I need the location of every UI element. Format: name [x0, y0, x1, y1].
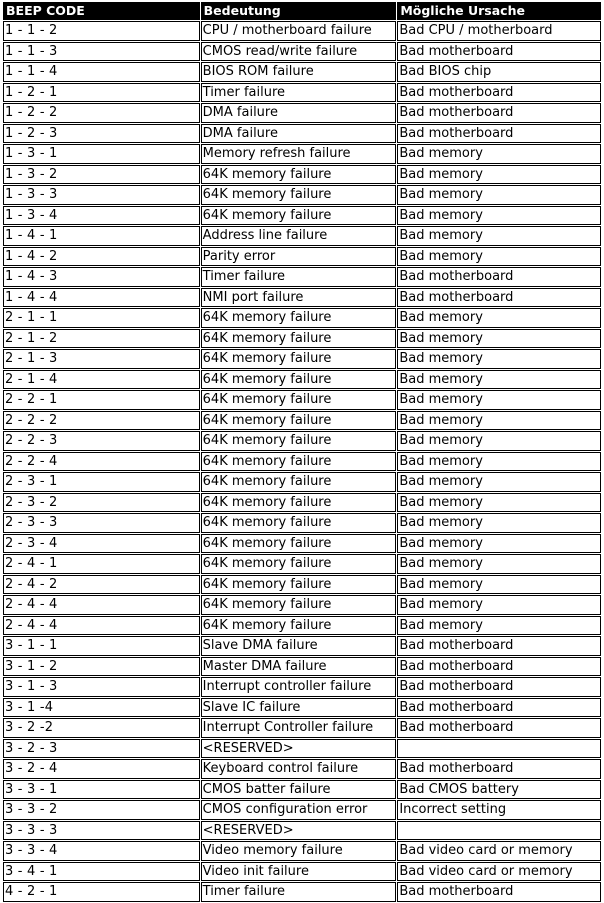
beep-code-cell: 3 - 2 - 4 — [3, 759, 200, 779]
bedeutung-cell: Interrupt Controller failure — [201, 718, 397, 738]
bedeutung-cell: Interrupt controller failure — [201, 677, 397, 697]
ursache-cell: Bad motherboard — [397, 636, 601, 656]
ursache-cell: Bad BIOS chip — [397, 62, 601, 82]
table-row — [3, 42, 601, 62]
table-row — [3, 165, 601, 185]
header-bedeutung: Bedeutung — [201, 2, 397, 20]
ursache-cell: Bad CPU / motherboard — [397, 21, 601, 41]
ursache-cell: Bad memory — [397, 472, 601, 492]
table-row — [3, 780, 601, 800]
ursache-cell: Bad motherboard — [397, 882, 601, 902]
bedeutung-cell: Timer failure — [201, 882, 397, 902]
table-row — [3, 185, 601, 205]
beep-code-cell: 2 - 3 - 2 — [3, 493, 200, 513]
bedeutung-cell: CMOS batter failure — [201, 780, 397, 800]
bedeutung-cell: Memory refresh failure — [201, 144, 397, 164]
beep-code-cell: 2 - 1 - 1 — [3, 308, 200, 328]
ursache-cell: Bad memory — [397, 370, 601, 390]
beep-code-cell: 3 - 4 - 1 — [3, 862, 200, 882]
table-row — [3, 267, 601, 287]
table-row — [3, 534, 601, 554]
ursache-cell: Bad memory — [397, 534, 601, 554]
bedeutung-cell: Keyboard control failure — [201, 759, 397, 779]
beep-code-cell: 1 - 4 - 1 — [3, 226, 200, 246]
table-row — [3, 677, 601, 697]
table-row — [3, 575, 601, 595]
bedeutung-cell: Video init failure — [201, 862, 397, 882]
bedeutung-cell: <RESERVED> — [201, 821, 397, 841]
beep-code-cell: 1 - 4 - 4 — [3, 288, 200, 308]
ursache-cell: Bad motherboard — [397, 718, 601, 738]
table-row — [3, 636, 601, 656]
beep-code-cell: 1 - 1 - 4 — [3, 62, 200, 82]
ursache-cell: Bad memory — [397, 349, 601, 369]
table-row — [3, 226, 601, 246]
beep-code-cell: 3 - 2 - 3 — [3, 739, 200, 759]
beep-code-cell: 3 - 1 - 1 — [3, 636, 200, 656]
beep-code-cell: 1 - 1 - 3 — [3, 42, 200, 62]
bedeutung-cell: CMOS read/write failure — [201, 42, 397, 62]
table-header — [3, 2, 601, 20]
ursache-cell: Bad memory — [397, 452, 601, 472]
table-row — [3, 513, 601, 533]
table-row — [3, 370, 601, 390]
beep-code-cell: 2 - 4 - 4 — [3, 595, 200, 615]
bedeutung-cell: 64K memory failure — [201, 575, 397, 595]
beep-code-cell: 3 - 3 - 3 — [3, 821, 200, 841]
bedeutung-cell: Address line failure — [201, 226, 397, 246]
header-moegliche-ursache: Mögliche Ursache — [397, 2, 601, 20]
beep-code-cell: 3 - 3 - 2 — [3, 800, 200, 820]
table-body — [3, 21, 601, 902]
beep-code-cell: 3 - 3 - 1 — [3, 780, 200, 800]
beep-code-cell: 1 - 3 - 2 — [3, 165, 200, 185]
beep-code-cell: 1 - 3 - 4 — [3, 206, 200, 226]
table-row — [3, 472, 601, 492]
ursache-cell: Bad motherboard — [397, 83, 601, 103]
ursache-cell: Bad memory — [397, 513, 601, 533]
bedeutung-cell: 64K memory failure — [201, 349, 397, 369]
ursache-cell: Bad motherboard — [397, 759, 601, 779]
beep-code-cell: 1 - 3 - 1 — [3, 144, 200, 164]
beep-code-cell: 4 - 2 - 1 — [3, 882, 200, 902]
table-row — [3, 698, 601, 718]
bedeutung-cell: 64K memory failure — [201, 411, 397, 431]
table-row — [3, 616, 601, 636]
ursache-cell: Bad motherboard — [397, 267, 601, 287]
table-row — [3, 62, 601, 82]
bedeutung-cell: DMA failure — [201, 103, 397, 123]
bedeutung-cell: NMI port failure — [201, 288, 397, 308]
ursache-cell: Bad memory — [397, 616, 601, 636]
ursache-cell — [397, 821, 601, 841]
beep-code-cell: 2 - 3 - 1 — [3, 472, 200, 492]
bedeutung-cell: <RESERVED> — [201, 739, 397, 759]
beep-code-cell: 3 - 2 -2 — [3, 718, 200, 738]
table-row — [3, 247, 601, 267]
bedeutung-cell: 64K memory failure — [201, 206, 397, 226]
ursache-cell: Bad memory — [397, 247, 601, 267]
table-row — [3, 308, 601, 328]
bedeutung-cell: Video memory failure — [201, 841, 397, 861]
bedeutung-cell: 64K memory failure — [201, 554, 397, 574]
ursache-cell: Bad CMOS battery — [397, 780, 601, 800]
beep-code-cell: 1 - 2 - 1 — [3, 83, 200, 103]
ursache-cell: Bad motherboard — [397, 657, 601, 677]
bedeutung-cell: 64K memory failure — [201, 370, 397, 390]
beep-code-cell: 2 - 2 - 3 — [3, 431, 200, 451]
table-row — [3, 554, 601, 574]
beep-code-cell: 2 - 2 - 4 — [3, 452, 200, 472]
table-row — [3, 800, 601, 820]
table-row — [3, 349, 601, 369]
ursache-cell: Bad memory — [397, 390, 601, 410]
bedeutung-cell: 64K memory failure — [201, 616, 397, 636]
ursache-cell: Bad memory — [397, 185, 601, 205]
table-row — [3, 206, 601, 226]
table-row — [3, 657, 601, 677]
header-beep-code: BEEP CODE — [3, 2, 200, 20]
ursache-cell: Bad memory — [397, 411, 601, 431]
bedeutung-cell: BIOS ROM failure — [201, 62, 397, 82]
beep-code-cell: 1 - 4 - 2 — [3, 247, 200, 267]
bedeutung-cell: 64K memory failure — [201, 165, 397, 185]
beep-code-cell: 1 - 4 - 3 — [3, 267, 200, 287]
ursache-cell: Bad memory — [397, 226, 601, 246]
ursache-cell: Bad motherboard — [397, 677, 601, 697]
ursache-cell: Bad motherboard — [397, 124, 601, 144]
table-row — [3, 759, 601, 779]
ursache-cell: Bad memory — [397, 308, 601, 328]
table-row — [3, 493, 601, 513]
bedeutung-cell: 64K memory failure — [201, 472, 397, 492]
table-row — [3, 124, 601, 144]
ursache-cell: Bad memory — [397, 554, 601, 574]
table-row — [3, 329, 601, 349]
bedeutung-cell: 64K memory failure — [201, 534, 397, 554]
ursache-cell: Incorrect setting — [397, 800, 601, 820]
ursache-cell: Bad memory — [397, 165, 601, 185]
bedeutung-cell: 64K memory failure — [201, 493, 397, 513]
table-row — [3, 882, 601, 902]
beep-code-cell: 2 - 2 - 2 — [3, 411, 200, 431]
bedeutung-cell: Timer failure — [201, 83, 397, 103]
beep-code-table — [2, 1, 602, 903]
bedeutung-cell: 64K memory failure — [201, 185, 397, 205]
beep-code-cell: 3 - 1 -4 — [3, 698, 200, 718]
bedeutung-cell: 64K memory failure — [201, 431, 397, 451]
beep-code-cell: 3 - 1 - 3 — [3, 677, 200, 697]
bedeutung-cell: Slave IC failure — [201, 698, 397, 718]
beep-code-cell: 2 - 3 - 4 — [3, 534, 200, 554]
bedeutung-cell: 64K memory failure — [201, 513, 397, 533]
beep-code-cell: 3 - 3 - 4 — [3, 841, 200, 861]
beep-code-cell: 1 - 2 - 2 — [3, 103, 200, 123]
beep-code-cell: 2 - 4 - 1 — [3, 554, 200, 574]
ursache-cell — [397, 739, 601, 759]
ursache-cell: Bad video card or memory — [397, 862, 601, 882]
table-row — [3, 431, 601, 451]
bedeutung-cell: 64K memory failure — [201, 308, 397, 328]
table-row — [3, 862, 601, 882]
bedeutung-cell: 64K memory failure — [201, 452, 397, 472]
ursache-cell: Bad memory — [397, 595, 601, 615]
bedeutung-cell: 64K memory failure — [201, 595, 397, 615]
bedeutung-cell: Master DMA failure — [201, 657, 397, 677]
table-row — [3, 595, 601, 615]
bedeutung-cell: Parity error — [201, 247, 397, 267]
table-row — [3, 411, 601, 431]
bedeutung-cell: DMA failure — [201, 124, 397, 144]
ursache-cell: Bad motherboard — [397, 698, 601, 718]
beep-code-cell: 2 - 2 - 1 — [3, 390, 200, 410]
table-row — [3, 841, 601, 861]
bedeutung-cell: Slave DMA failure — [201, 636, 397, 656]
beep-code-cell: 1 - 3 - 3 — [3, 185, 200, 205]
beep-code-cell: 2 - 4 - 2 — [3, 575, 200, 595]
table-row — [3, 390, 601, 410]
bedeutung-cell: CMOS configuration error — [201, 800, 397, 820]
beep-code-cell: 2 - 1 - 3 — [3, 349, 200, 369]
ursache-cell: Bad motherboard — [397, 103, 601, 123]
table-row — [3, 288, 601, 308]
ursache-cell: Bad video card or memory — [397, 841, 601, 861]
beep-code-cell: 3 - 1 - 2 — [3, 657, 200, 677]
table-row — [3, 144, 601, 164]
table-row — [3, 21, 601, 41]
bedeutung-cell: CPU / motherboard failure — [201, 21, 397, 41]
beep-code-cell: 1 - 2 - 3 — [3, 124, 200, 144]
ursache-cell: Bad motherboard — [397, 42, 601, 62]
table-row — [3, 103, 601, 123]
bedeutung-cell: 64K memory failure — [201, 329, 397, 349]
table-row — [3, 83, 601, 103]
ursache-cell: Bad memory — [397, 431, 601, 451]
beep-code-cell: 2 - 1 - 2 — [3, 329, 200, 349]
table-row — [3, 821, 601, 841]
beep-code-cell: 1 - 1 - 2 — [3, 21, 200, 41]
bedeutung-cell: Timer failure — [201, 267, 397, 287]
ursache-cell: Bad motherboard — [397, 288, 601, 308]
beep-code-cell: 2 - 4 - 4 — [3, 616, 200, 636]
ursache-cell: Bad memory — [397, 493, 601, 513]
beep-code-cell: 2 - 1 - 4 — [3, 370, 200, 390]
table-row — [3, 452, 601, 472]
ursache-cell: Bad memory — [397, 329, 601, 349]
ursache-cell: Bad memory — [397, 144, 601, 164]
table-row — [3, 718, 601, 738]
beep-code-cell: 2 - 3 - 3 — [3, 513, 200, 533]
header-row — [3, 2, 601, 20]
ursache-cell: Bad memory — [397, 206, 601, 226]
table-row — [3, 739, 601, 759]
bedeutung-cell: 64K memory failure — [201, 390, 397, 410]
ursache-cell: Bad memory — [397, 575, 601, 595]
